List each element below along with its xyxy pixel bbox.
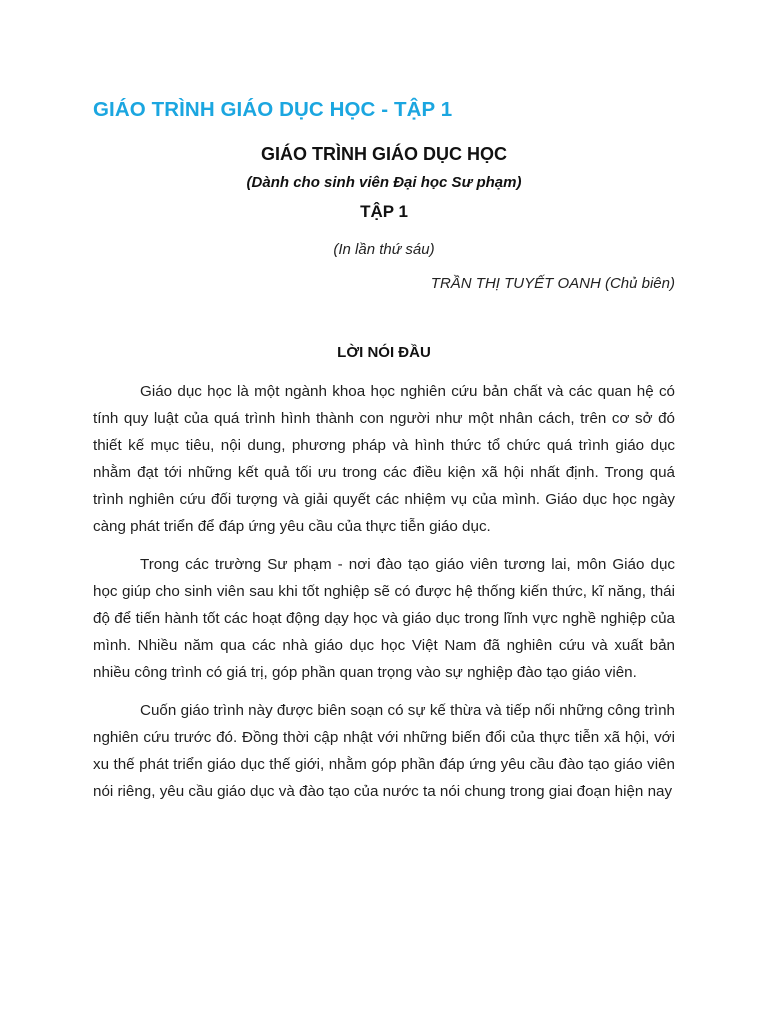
book-subtitle: (Dành cho sinh viên Đại học Sư phạm) bbox=[246, 174, 522, 191]
preface-paragraph: Trong các trường Sư phạm - nơi đào tạo giáo viên tương lai, môn Giáo dục học giúp cho sinh viên sau khi tốt nghiệp sẽ có được hệ thống kiến thức, kĩ năng, thái độ để tiến hành tốt các hoạt động dạy học và giáo dục trong lĩnh vực nghề nghiệp của mình. Nhiều năm qua các nhà giáo dục học Việt Nam đã nghiên cứu và xuất bản nhiều công trình có giá trị, góp phần quan trọng vào sự nghiệp đào tạo giáo viên. bbox=[93, 556, 675, 681]
book-volume: TẬP 1 bbox=[360, 202, 408, 221]
document-header-title: GIÁO TRÌNH GIÁO DỤC HỌC - TẬP 1 bbox=[93, 98, 453, 121]
book-edition: (In lần thứ sáu) bbox=[333, 241, 435, 258]
preface-heading: LỜI NÓI ĐẦU bbox=[337, 344, 431, 361]
book-title: GIÁO TRÌNH GIÁO DỤC HỌC bbox=[261, 144, 507, 164]
preface-body bbox=[93, 378, 675, 816]
preface-paragraph: Cuốn giáo trình này được biên soạn có sự kế thừa và tiếp nối những công trình nghiên cứu trước đó. Đồng thời cập nhật với những biến đổi của thực tiễn xã hội, với xu thế phát triển giáo dục thế giới, nhằm góp phần đáp ứng yêu cầu đào tạo giáo viên nói riêng, yêu cầu giáo dục và đào tạo của nước ta nói chung trong giai đoạn hiện nay bbox=[93, 702, 675, 800]
book-author: TRẦN THỊ TUYẾT OANH (Chủ biên) bbox=[430, 275, 675, 292]
preface-paragraph: Giáo dục học là một ngành khoa học nghiên cứu bản chất và các quan hệ có tính quy luật của quá trình hình thành con người như một nhân cách, trên cơ sở đó thiết kế mục tiêu, nội dung, phương pháp và hình thức tổ chức quá trình giáo dục nhằm đạt tới những kết quả tối ưu trong các điều kiện xã hội nhất định. Trong quá trình nghiên cứu đối tượng và giải quyết các nhiệm vụ của mình. Giáo dục học ngày càng phát triển để đáp ứng yêu cầu của thực tiễn giáo dục. bbox=[93, 383, 675, 535]
